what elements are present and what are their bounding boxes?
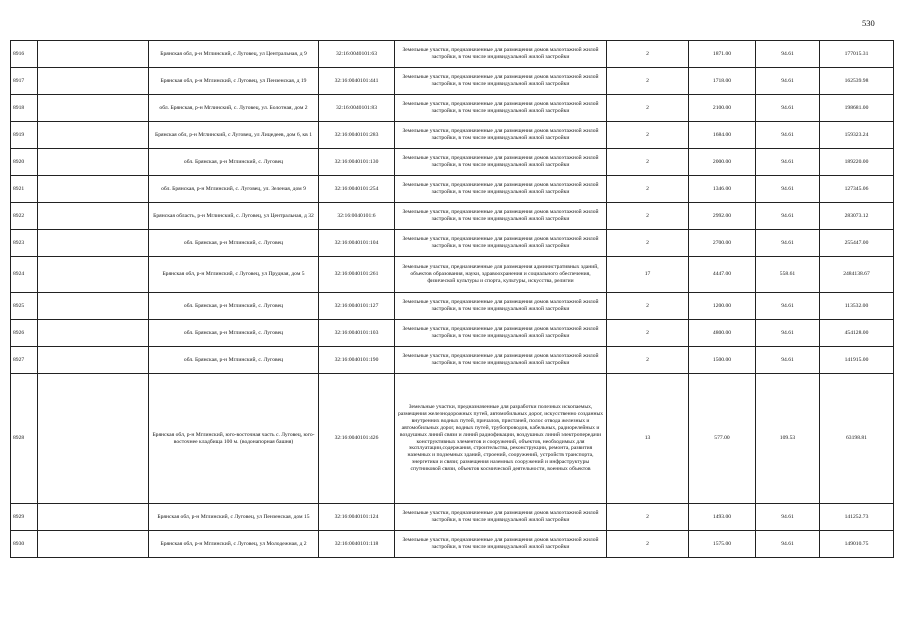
cadastral-value-cell: 177015.31 xyxy=(820,41,894,68)
specific-value-cell: 94.61 xyxy=(756,504,820,531)
address-cell: обл. Брянская, р-н Мглинский, с. Луговец xyxy=(149,347,319,374)
land-use-cell: Земельные участки, предназначенные для размещения домов малоэтажной жилой застройки, в том числе индивидуальной жилой застройки xyxy=(395,203,607,230)
row-number-cell: 8925 xyxy=(11,293,38,320)
area-cell: 1493.00 xyxy=(689,504,756,531)
row-number-cell: 8917 xyxy=(11,68,38,95)
table-row xyxy=(11,149,894,176)
land-use-cell: Земельные участки, предназначенные для размещения домов малоэтажной жилой застройки, в том числе индивидуальной жилой застройки xyxy=(395,347,607,374)
land-use-cell: Земельные участки, предназначенные для размещения домов малоэтажной жилой застройки, в том числе индивидуальной жилой застройки xyxy=(395,176,607,203)
row-number-cell: 8930 xyxy=(11,531,38,558)
address-cell: обл. Брянская, р-н Мглинский, с. Луговец, ул. Болотная, дом 2 xyxy=(149,95,319,122)
address-cell: обл. Брянская, р-н Мглинский, с. Луговец xyxy=(149,230,319,257)
land-use-cell: Земельные участки, предназначенные для размещения домов малоэтажной жилой застройки, в том числе индивидуальной жилой застройки xyxy=(395,531,607,558)
specific-value-cell: 94.61 xyxy=(756,149,820,176)
address-cell: Брянская обл, р-н Мглинский, юго-восточная часть с. Луговец, юго-восточнее кладбища 100 м. (водонапорная башня) xyxy=(149,374,319,504)
area-cell: 2992.00 xyxy=(689,203,756,230)
spacer-cell xyxy=(38,531,149,558)
specific-value-cell: 94.61 xyxy=(756,95,820,122)
area-cell: 4800.00 xyxy=(689,320,756,347)
table-row xyxy=(11,41,894,68)
group-code-cell: 2 xyxy=(607,95,689,122)
table-row xyxy=(11,230,894,257)
group-code-cell: 2 xyxy=(607,149,689,176)
cadastral-value-cell: 149010.75 xyxy=(820,531,894,558)
specific-value-cell: 94.61 xyxy=(756,122,820,149)
row-number-cell: 8922 xyxy=(11,203,38,230)
cadastral-number-cell: 32:16:0040101:6 xyxy=(319,203,395,230)
group-code-cell: 2 xyxy=(607,176,689,203)
spacer-cell xyxy=(38,504,149,531)
land-use-cell: Земельные участки, предназначенные для размещения домов малоэтажной жилой застройки, в том числе индивидуальной жилой застройки xyxy=(395,95,607,122)
land-use-cell: Земельные участки, предназначенные для размещения административных зданий, объектов образования, науки, здравоохранения и социального обеспечения, физической культуры и спорта, культуры, искусства, религии xyxy=(395,257,607,293)
page-number: 530 xyxy=(862,18,875,28)
cadastral-value-cell: 141915.00 xyxy=(820,347,894,374)
table-row xyxy=(11,95,894,122)
row-number-cell: 8918 xyxy=(11,95,38,122)
group-code-cell: 2 xyxy=(607,320,689,347)
table-row xyxy=(11,68,894,95)
area-cell: 1718.00 xyxy=(689,68,756,95)
area-cell: 1871.00 xyxy=(689,41,756,68)
cadastral-number-cell: 32:16:0040101:426 xyxy=(319,374,395,504)
area-cell: 1575.00 xyxy=(689,531,756,558)
group-code-cell: 2 xyxy=(607,293,689,320)
land-use-cell: Земельные участки, предназначенные для разработки полезных ископаемых, размещения железнодорожных путей, автомобильных дорог, искусственно созданных внутренних водных путей, причалов, пристаней, полос отвода железных и автомобильных дорог, водных путей, трубопроводов, кабельных, радиорелейных и воздушных линий связи и линий радиофикации, воздушных линий электропередачи конструктивных элементов и сооружений, объектов, необходимых для эксплуатации,содержания, строительства, реконструкции, ремонта, развития наземных и подземных зданий, строений, сооружений, устройств транспорта, энергетики и связи; размещения наземных сооружений и инфраструктуры спутниковой связи, объектов космической деятельности, военных объектов xyxy=(395,374,607,504)
cadastral-value-cell: 113532.00 xyxy=(820,293,894,320)
specific-value-cell: 94.61 xyxy=(756,293,820,320)
group-code-cell: 2 xyxy=(607,531,689,558)
table-row xyxy=(11,293,894,320)
table-row xyxy=(11,320,894,347)
specific-value-cell: 94.61 xyxy=(756,203,820,230)
land-use-cell: Земельные участки, предназначенные для размещения домов малоэтажной жилой застройки, в том числе индивидуальной жилой застройки xyxy=(395,504,607,531)
row-number-cell: 8921 xyxy=(11,176,38,203)
address-cell: Брянская обл, р-н Мглинский, с Луговец, ул Лицедеев, дом 6, кв 1 xyxy=(149,122,319,149)
spacer-cell xyxy=(38,203,149,230)
cadastral-value-cell: 189220.00 xyxy=(820,149,894,176)
specific-value-cell: 94.61 xyxy=(756,230,820,257)
spacer-cell xyxy=(38,149,149,176)
row-number-cell: 8916 xyxy=(11,41,38,68)
address-cell: обл. Брянская, р-н Мглинский, с. Луговец xyxy=(149,149,319,176)
group-code-cell: 2 xyxy=(607,68,689,95)
row-number-cell: 8928 xyxy=(11,374,38,504)
row-number-cell: 8924 xyxy=(11,257,38,293)
table-row xyxy=(11,122,894,149)
specific-value-cell: 109.53 xyxy=(756,374,820,504)
address-cell: обл. Брянская, р-н Мглинский, с. Луговец, ул. Зеленая, дом 9 xyxy=(149,176,319,203)
specific-value-cell: 94.61 xyxy=(756,347,820,374)
cadastral-value-cell: 255447.00 xyxy=(820,230,894,257)
address-cell: Брянская область, р-н Мглинский, с. Луговец, ул Центральная, д 32 xyxy=(149,203,319,230)
cadastral-number-cell: 32:16:0040101:118 xyxy=(319,531,395,558)
cadastral-number-cell: 32:16:0040101:130 xyxy=(319,149,395,176)
area-cell: 1500.00 xyxy=(689,347,756,374)
cadastral-number-cell: 32:16:0040101:83 xyxy=(319,95,395,122)
group-code-cell: 2 xyxy=(607,41,689,68)
table-body xyxy=(11,41,894,558)
cadastral-number-cell: 32:16:0040101:103 xyxy=(319,320,395,347)
address-cell: обл. Брянская, р-н Мглинский, с. Луговец xyxy=(149,293,319,320)
address-cell: Брянская обл, р-н Мглинский, с Луговец, ул Пензенская, д 19 xyxy=(149,68,319,95)
specific-value-cell: 94.61 xyxy=(756,176,820,203)
group-code-cell: 2 xyxy=(607,347,689,374)
area-cell: 2100.00 xyxy=(689,95,756,122)
spacer-cell xyxy=(38,41,149,68)
table-row xyxy=(11,347,894,374)
land-registry-table xyxy=(10,40,894,558)
area-cell: 2000.00 xyxy=(689,149,756,176)
cadastral-value-cell: 283073.12 xyxy=(820,203,894,230)
specific-value-cell: 94.61 xyxy=(756,41,820,68)
cadastral-value-cell: 2484138.67 xyxy=(820,257,894,293)
cadastral-value-cell: 141252.73 xyxy=(820,504,894,531)
row-number-cell: 8929 xyxy=(11,504,38,531)
cadastral-value-cell: 63198.81 xyxy=(820,374,894,504)
address-cell: Брянская обл, р-н Мглинский, с Луговец, ул Центральная, д 9 xyxy=(149,41,319,68)
group-code-cell: 13 xyxy=(607,374,689,504)
area-cell: 1346.00 xyxy=(689,176,756,203)
cadastral-number-cell: 32:16:0040101:190 xyxy=(319,347,395,374)
group-code-cell: 17 xyxy=(607,257,689,293)
address-cell: обл. Брянская, р-н Мглинский, с. Луговец xyxy=(149,320,319,347)
cadastral-value-cell: 454128.00 xyxy=(820,320,894,347)
land-use-cell: Земельные участки, предназначенные для размещения домов малоэтажной жилой застройки, в том числе индивидуальной жилой застройки xyxy=(395,293,607,320)
address-cell: Брянская обл, р-н Мглинский, с Луговец, ул Молодежная, д 2 xyxy=(149,531,319,558)
table-row xyxy=(11,176,894,203)
cadastral-number-cell: 32:16:0040101:261 xyxy=(319,257,395,293)
cadastral-number-cell: 32:16:0040101:127 xyxy=(319,293,395,320)
cadastral-number-cell: 32:16:0040101:283 xyxy=(319,122,395,149)
row-number-cell: 8927 xyxy=(11,347,38,374)
specific-value-cell: 94.61 xyxy=(756,320,820,347)
specific-value-cell: 558.61 xyxy=(756,257,820,293)
land-use-cell: Земельные участки, предназначенные для размещения домов малоэтажной жилой застройки, в том числе индивидуальной жилой застройки xyxy=(395,41,607,68)
cadastral-number-cell: 32:16:0040101:254 xyxy=(319,176,395,203)
cadastral-value-cell: 127345.06 xyxy=(820,176,894,203)
group-code-cell: 2 xyxy=(607,122,689,149)
land-use-cell: Земельные участки, предназначенные для размещения домов малоэтажной жилой застройки, в том числе индивидуальной жилой застройки xyxy=(395,230,607,257)
area-cell: 1200.00 xyxy=(689,293,756,320)
land-use-cell: Земельные участки, предназначенные для размещения домов малоэтажной жилой застройки, в том числе индивидуальной жилой застройки xyxy=(395,122,607,149)
spacer-cell xyxy=(38,230,149,257)
row-number-cell: 8920 xyxy=(11,149,38,176)
area-cell: 577.00 xyxy=(689,374,756,504)
group-code-cell: 2 xyxy=(607,504,689,531)
cadastral-value-cell: 159323.24 xyxy=(820,122,894,149)
specific-value-cell: 94.61 xyxy=(756,68,820,95)
area-cell: 4447.00 xyxy=(689,257,756,293)
spacer-cell xyxy=(38,176,149,203)
spacer-cell xyxy=(38,293,149,320)
table-row xyxy=(11,504,894,531)
row-number-cell: 8919 xyxy=(11,122,38,149)
spacer-cell xyxy=(38,374,149,504)
spacer-cell xyxy=(38,122,149,149)
spacer-cell xyxy=(38,257,149,293)
spacer-cell xyxy=(38,320,149,347)
cadastral-number-cell: 32:16:0040101:63 xyxy=(319,41,395,68)
area-cell: 2700.00 xyxy=(689,230,756,257)
address-cell: Брянская обл, р-н Мглинский, с Луговец, ул Прудная, дом 5 xyxy=(149,257,319,293)
area-cell: 1684.00 xyxy=(689,122,756,149)
spacer-cell xyxy=(38,68,149,95)
table-row xyxy=(11,203,894,230)
table-row xyxy=(11,257,894,293)
row-number-cell: 8926 xyxy=(11,320,38,347)
cadastral-value-cell: 162539.98 xyxy=(820,68,894,95)
specific-value-cell: 94.61 xyxy=(756,531,820,558)
cadastral-number-cell: 32:16:0040101:124 xyxy=(319,504,395,531)
spacer-cell xyxy=(38,95,149,122)
land-use-cell: Земельные участки, предназначенные для размещения домов малоэтажной жилой застройки, в том числе индивидуальной жилой застройки xyxy=(395,68,607,95)
land-use-cell: Земельные участки, предназначенные для размещения домов малоэтажной жилой застройки, в том числе индивидуальной жилой застройки xyxy=(395,320,607,347)
address-cell: Брянская обл, р-н Мглинский, с Луговец, ул Пензенская, дом 15 xyxy=(149,504,319,531)
row-number-cell: 8923 xyxy=(11,230,38,257)
table-row xyxy=(11,531,894,558)
cadastral-number-cell: 32:16:0040101:104 xyxy=(319,230,395,257)
land-use-cell: Земельные участки, предназначенные для размещения домов малоэтажной жилой застройки, в том числе индивидуальной жилой застройки xyxy=(395,149,607,176)
cadastral-value-cell: 198681.00 xyxy=(820,95,894,122)
table-row xyxy=(11,374,894,504)
group-code-cell: 2 xyxy=(607,203,689,230)
group-code-cell: 2 xyxy=(607,230,689,257)
spacer-cell xyxy=(38,347,149,374)
cadastral-number-cell: 32:16:0040101:441 xyxy=(319,68,395,95)
